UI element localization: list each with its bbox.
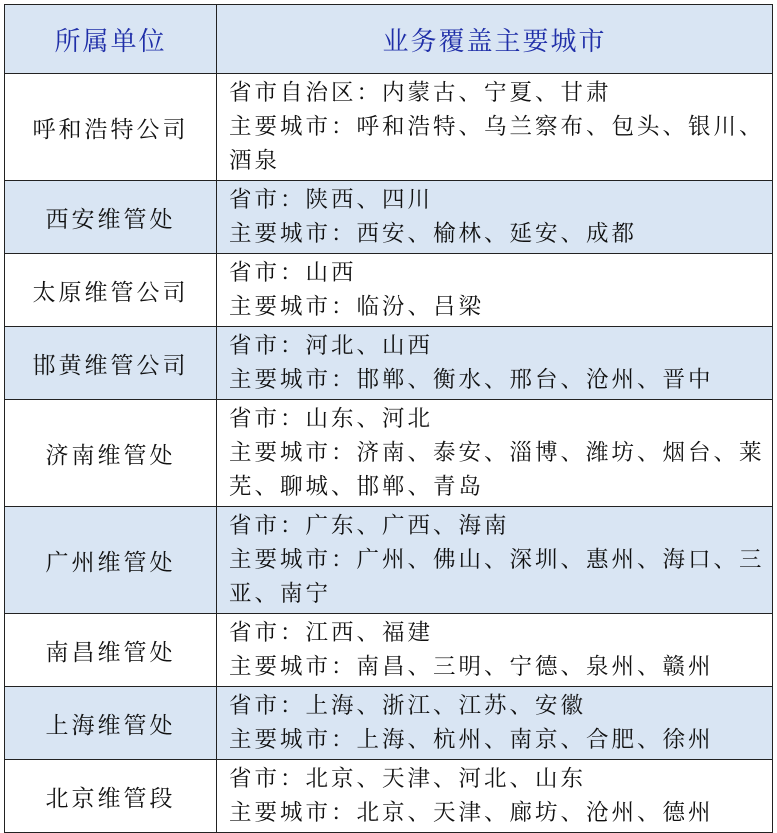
table-row — [5, 507, 773, 614]
cities-text: 主要城市：邯郸、衡水、邢台、沧州、晋中 — [229, 367, 714, 393]
unit-cell: 西安维管处 — [5, 181, 217, 254]
table-row — [5, 327, 773, 400]
cities-text: 主要城市：北京、天津、廊坊、沧州、德州 — [229, 800, 714, 826]
unit-cell: 济南维管处 — [5, 400, 217, 507]
cities-text: 主要城市：临汾、吕梁 — [229, 294, 485, 320]
coverage-cell — [217, 254, 773, 327]
unit-cell: 邯黄维管公司 — [5, 327, 217, 400]
coverage-cell — [217, 760, 773, 833]
coverage-cell — [217, 507, 773, 614]
province-text: 省市：陕西、四川 — [229, 187, 434, 213]
unit-cell: 北京维管段 — [5, 760, 217, 833]
province-text: 省市：广东、广西、海南 — [229, 513, 510, 539]
unit-cell: 呼和浩特公司 — [5, 74, 217, 181]
unit-cell: 上海维管处 — [5, 687, 217, 760]
table-row — [5, 181, 773, 254]
cities-text: 主要城市：广州、佛山、深圳、惠州、海口、三亚、南宁 — [229, 547, 765, 607]
cities-text: 主要城市：济南、泰安、淄博、潍坊、烟台、莱芜、聊城、邯郸、青岛 — [229, 440, 765, 500]
coverage-cell — [217, 614, 773, 687]
cities-text: 主要城市：呼和浩特、乌兰察布、包头、银川、酒泉 — [229, 114, 765, 174]
unit-cell: 南昌维管处 — [5, 614, 217, 687]
province-text: 省市自治区：内蒙古、宁夏、甘肃 — [229, 80, 612, 106]
table-row — [5, 614, 773, 687]
coverage-cell — [217, 181, 773, 254]
unit-cell: 广州维管处 — [5, 507, 217, 614]
coverage-cell — [217, 74, 773, 181]
table-row — [5, 760, 773, 833]
table-row — [5, 400, 773, 507]
header-cities: 业务覆盖主要城市 — [217, 5, 773, 74]
cities-text: 主要城市：上海、杭州、南京、合肥、徐州 — [229, 727, 714, 753]
coverage-table — [4, 4, 773, 833]
unit-cell: 太原维管公司 — [5, 254, 217, 327]
table-row — [5, 74, 773, 181]
cities-text: 主要城市：南昌、三明、宁德、泉州、赣州 — [229, 654, 714, 680]
cities-text: 主要城市：西安、榆林、延安、成都 — [229, 221, 638, 247]
province-text: 省市：江西、福建 — [229, 620, 434, 646]
header-unit: 所属单位 — [5, 5, 217, 74]
province-text: 省市：河北、山西 — [229, 333, 434, 359]
table-header-row — [5, 5, 773, 74]
province-text: 省市：山东、河北 — [229, 406, 434, 432]
province-text: 省市：北京、天津、河北、山东 — [229, 766, 587, 792]
province-text: 省市：上海、浙江、江苏、安徽 — [229, 693, 587, 719]
table-row — [5, 687, 773, 760]
coverage-cell — [217, 687, 773, 760]
coverage-cell — [217, 327, 773, 400]
coverage-cell — [217, 400, 773, 507]
province-text: 省市：山西 — [229, 260, 357, 286]
table-row — [5, 254, 773, 327]
